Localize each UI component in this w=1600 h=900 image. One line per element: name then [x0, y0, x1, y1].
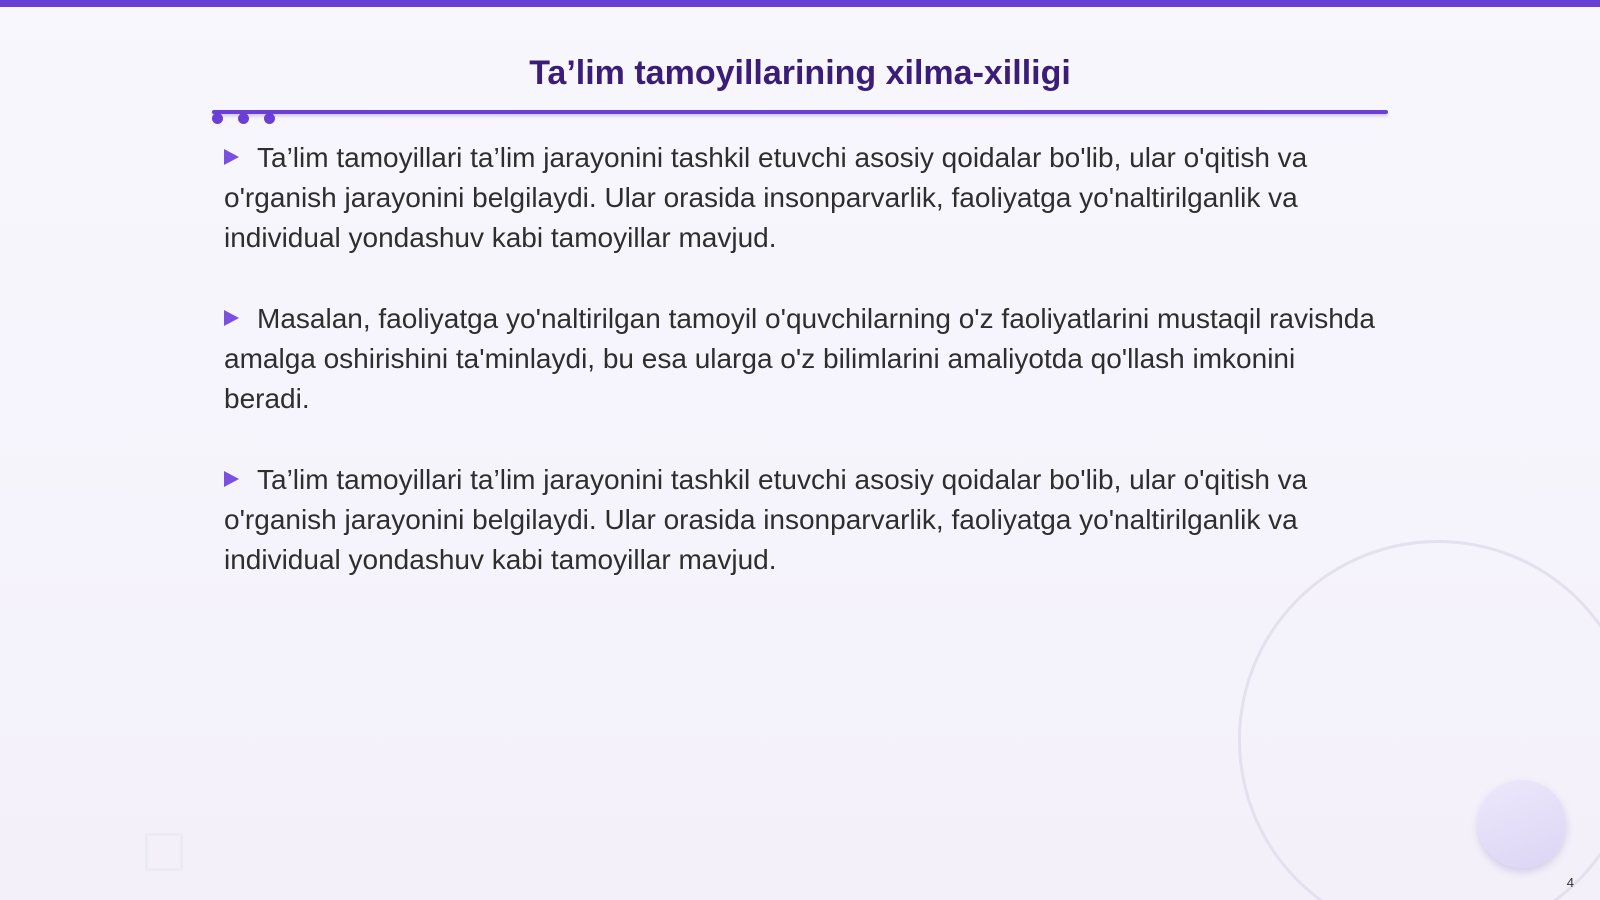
bullet-item [224, 460, 1384, 580]
underline-dots [212, 113, 282, 127]
slide-title: Ta’lim tamoyillarining xilma-xilligi [529, 54, 1071, 92]
triangle-right-icon [224, 149, 239, 165]
bullet-text: Masalan, faoliyatga yo'naltirilgan tamoyil o'quvchilarning o'z faoliyatlarini mustaqil ravishda amalga oshirishini ta'minlaydi, bu esa ularga o'z bilimlarini amaliyotda qo'llash imkonini beradi. [224, 303, 1375, 414]
dot-icon [212, 113, 223, 124]
triangle-right-icon [224, 471, 239, 487]
bullet-list [224, 138, 1384, 621]
dot-icon [238, 113, 249, 124]
bullet-item [224, 138, 1384, 258]
bullet-item [224, 299, 1384, 419]
decorative-circle-filled [1478, 780, 1566, 868]
title-underline [212, 110, 1388, 114]
decorative-square-outline [145, 833, 183, 871]
triangle-right-icon [224, 310, 239, 326]
bullet-text: Ta’lim tamoyillari ta’lim jarayonini tashkil etuvchi asosiy qoidalar bo'lib, ular o'qitish va o'rganish jarayonini belgilaydi. Ular orasida insonparvarlik, faoliyatga yo'naltirilganlik va individual yondashuv kabi tamoyillar mavjud. [224, 464, 1308, 575]
page-number: 4 [1566, 875, 1574, 890]
top-accent-bar [0, 0, 1600, 7]
bullet-text: Ta’lim tamoyillari ta’lim jarayonini tashkil etuvchi asosiy qoidalar bo'lib, ular o'qitish va o'rganish jarayonini belgilaydi. Ular orasida insonparvarlik, faoliyatga yo'naltirilganlik va individual yondashuv kabi tamoyillar mavjud. [224, 142, 1308, 253]
dot-icon [264, 113, 275, 124]
